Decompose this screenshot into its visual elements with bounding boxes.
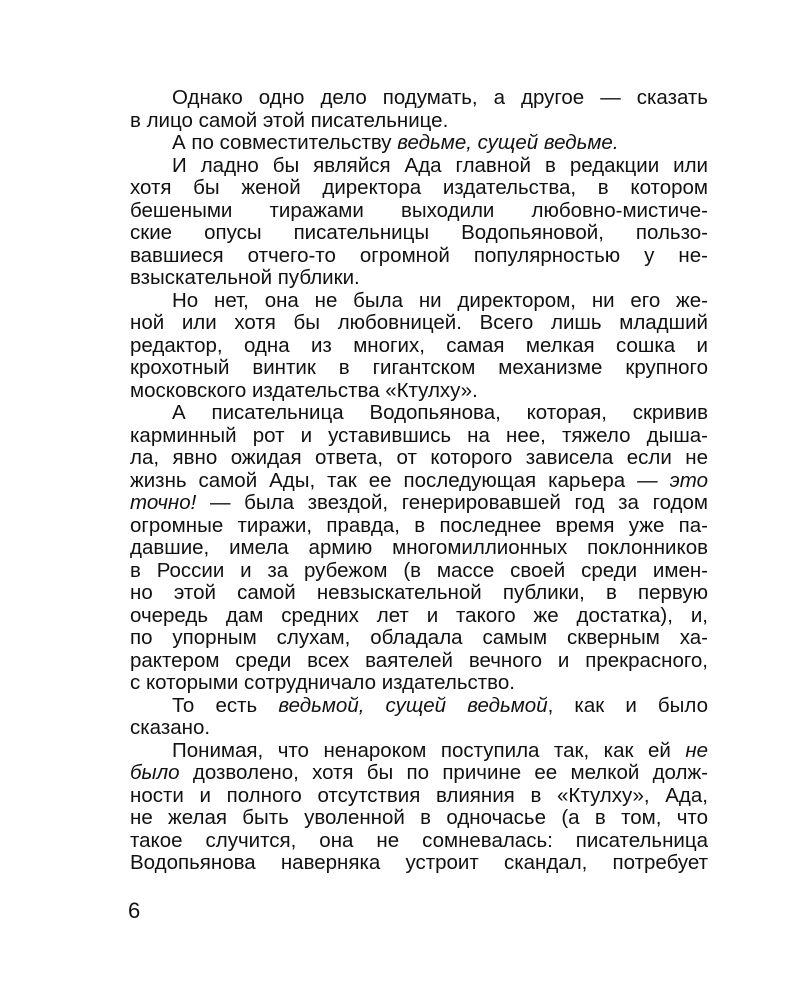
paragraph	[130, 87, 708, 132]
text-line: такое случится, она не сомневалась: писательница	[130, 828, 708, 852]
text-line: ности и полного отсутствия влияния в «Ктулху», Ада,	[130, 783, 708, 807]
text-line: в лицо самой этой писательнице.	[130, 108, 449, 132]
paragraph	[130, 695, 708, 740]
text-line: То есть ведьмой, сущей ведьмой, как и было	[172, 693, 709, 717]
page-body	[130, 87, 708, 875]
text-line: редактор, одна из многих, самая мелкая сошка и	[130, 333, 708, 357]
text-line: Однако одно дело подумать, а другое — сказать	[172, 86, 708, 109]
text-line: было дозволено, хотя бы по причине ее мелкой долж-	[130, 761, 708, 784]
text-line: бешеными тиражами выходили любовно-мистиче-	[130, 198, 708, 222]
text-line: ла, явно ожидая ответа, от которого зависела если не	[130, 446, 708, 469]
paragraph	[130, 290, 708, 403]
text-line: ские опусы писательницы Водопьяновой, пользо-	[130, 221, 708, 244]
text-line: точно! — была звездой, генерировавшей год за годом	[130, 491, 708, 514]
page-number: 6	[128, 898, 141, 923]
text-line: ной или хотя бы любовницей. Всего лишь младший	[130, 311, 708, 334]
text-line: карминный рот и уставившись на нее, тяжело дыша-	[130, 423, 708, 447]
paragraph	[130, 132, 708, 155]
text-line: в России и за рубежом (в массе своей среди имен-	[130, 558, 708, 582]
text-line: Понимая, что ненароком поступила так, как ей не	[172, 738, 708, 762]
text-line: хотя бы женой директора издательства, в котором	[130, 176, 708, 199]
text-line: рактером среди всех ваятелей вечного и прекрасного,	[130, 648, 708, 672]
text-line: И ладно бы являйся Ада главной в редакции или	[172, 153, 708, 177]
text-line: крохотный винтик в гигантском механизме крупного	[130, 356, 708, 379]
text-line: огромные тиражи, правда, в последнее время уже па-	[130, 513, 708, 537]
paragraph	[130, 740, 708, 875]
paragraph	[130, 155, 708, 290]
text-line: не желая быть уволенной в одночасье (а в том, что	[130, 806, 708, 829]
text-line: очередь дам средних лет и такого же достатка), и,	[130, 603, 708, 627]
text-line: с которыми сотрудничало издательство.	[130, 671, 515, 694]
text-line: но этой самой невзыскательной публики, в первую	[130, 581, 708, 604]
text-line: сказано.	[130, 716, 211, 739]
text-line: вавшиеся отчего-то огромной популярностью у не-	[130, 243, 708, 267]
text-line: взыскательной публики.	[130, 266, 360, 289]
text-line: жизнь самой Ады, так ее последующая карьера — это	[130, 468, 708, 492]
text-line: московского издательства «Ктулху».	[130, 378, 478, 402]
text-line: А писательница Водопьянова, которая, скривив	[172, 401, 708, 424]
text-line: давшие, имела армию многомиллионных поклонников	[130, 536, 708, 559]
text-line: Но нет, она не была ни директором, ни его же-	[172, 288, 708, 312]
text-line: Водопьянова наверняка устроит скандал, потребует	[130, 851, 708, 874]
text-line: А по совместительству ведьме, сущей ведьме.	[172, 131, 619, 154]
text-line: по упорным слухам, обладала самым скверным ха-	[130, 626, 708, 649]
paragraph	[130, 402, 708, 695]
